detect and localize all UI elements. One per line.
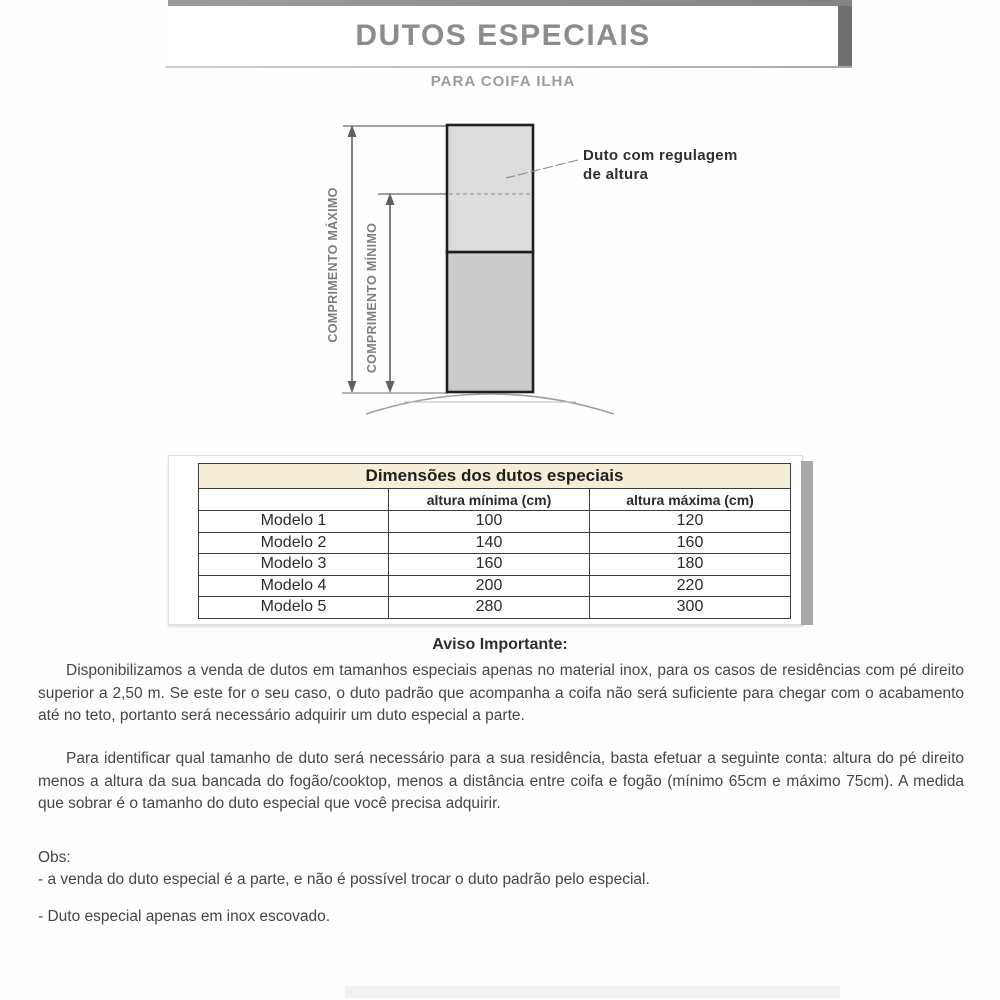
table-header-row	[199, 489, 791, 511]
obs-block	[38, 847, 964, 928]
table-title-row	[199, 464, 791, 489]
cell-model: Modelo 3	[199, 554, 389, 576]
cell-min: 200	[389, 575, 590, 597]
banner-right-shadow	[838, 6, 852, 66]
duct-lower-section	[447, 252, 533, 392]
cell-min: 140	[389, 532, 590, 554]
cell-max: 160	[590, 532, 791, 554]
banner-body	[168, 6, 838, 66]
cell-min: 160	[389, 554, 590, 576]
col-header-altura-minima: altura mínima (cm)	[389, 489, 590, 511]
hood-glass-arc	[366, 394, 614, 414]
cell-min: 280	[389, 597, 590, 619]
cell-model: Modelo 5	[199, 597, 389, 619]
cell-max: 180	[590, 554, 791, 576]
title-banner	[168, 0, 852, 66]
callout-line2: de altura	[583, 166, 649, 183]
cell-max: 300	[590, 597, 791, 619]
table-row	[199, 575, 791, 597]
col-header-altura-maxima: altura máxima (cm)	[590, 489, 791, 511]
arrow-comprimento-maximo	[348, 125, 357, 393]
scan-artifact-band	[345, 986, 840, 998]
callout-label	[583, 146, 738, 184]
cell-model: Modelo 1	[199, 511, 389, 533]
cell-model: Modelo 2	[199, 532, 389, 554]
table-row	[199, 511, 791, 533]
label-comprimento-maximo: COMPRIMENTO MÁXIMO	[326, 187, 340, 343]
page-title: DUTOS ESPECIAIS	[355, 19, 651, 52]
cell-max: 120	[590, 511, 791, 533]
table-panel	[168, 455, 803, 625]
cell-min: 100	[389, 511, 590, 533]
duct-upper-section	[447, 125, 533, 252]
cell-model: Modelo 4	[199, 575, 389, 597]
notice-heading: Aviso Importante:	[432, 636, 568, 653]
notice-paragraph-2: Para identificar qual tamanho de duto será necessário para a sua residência, basta efetuar a seguinte conta: altura do pé direito menos a altura da sua bancada do fogão/cooktop, menos a distância entre coifa e fogão (mínimo 65cm e máximo 75cm). A medida que sobrar é o tamanho do duto especial que você precisa adquirir.	[38, 750, 964, 812]
label-comprimento-minimo: COMPRIMENTO MÍNIMO	[365, 222, 379, 374]
obs-item: - a venda do duto especial é a parte, e não é possível trocar o duto padrão pelo especial.	[38, 871, 650, 888]
table-title: Dimensões dos dutos especiais	[199, 464, 791, 489]
col-header-model	[199, 489, 389, 511]
page-subtitle: PARA COIFA ILHA	[430, 73, 576, 90]
table-row	[199, 554, 791, 576]
cell-max: 220	[590, 575, 791, 597]
callout-line1: Duto com regulagem	[583, 147, 738, 164]
table-row	[199, 532, 791, 554]
table-row	[199, 597, 791, 619]
dimensions-table	[198, 463, 791, 619]
arrow-comprimento-minimo	[386, 193, 395, 393]
notice-paragraph-1: Disponibilizamos a venda de dutos em tamanhos especiais apenas no material inox, para os casos de residências com pé direito superior a 2,50 m. Se este for o seu caso, o duto padrão que acompanha a coifa não será suficiente para chegar com o acabamento até no teto, portanto será necessário adquirir um duto especial a parte.	[38, 662, 964, 724]
obs-item: - Duto especial apenas em inox escovado.	[38, 908, 331, 925]
obs-heading: Obs:	[38, 849, 71, 866]
banner-bottom-line	[165, 66, 852, 68]
table-panel-shadow	[801, 461, 813, 625]
